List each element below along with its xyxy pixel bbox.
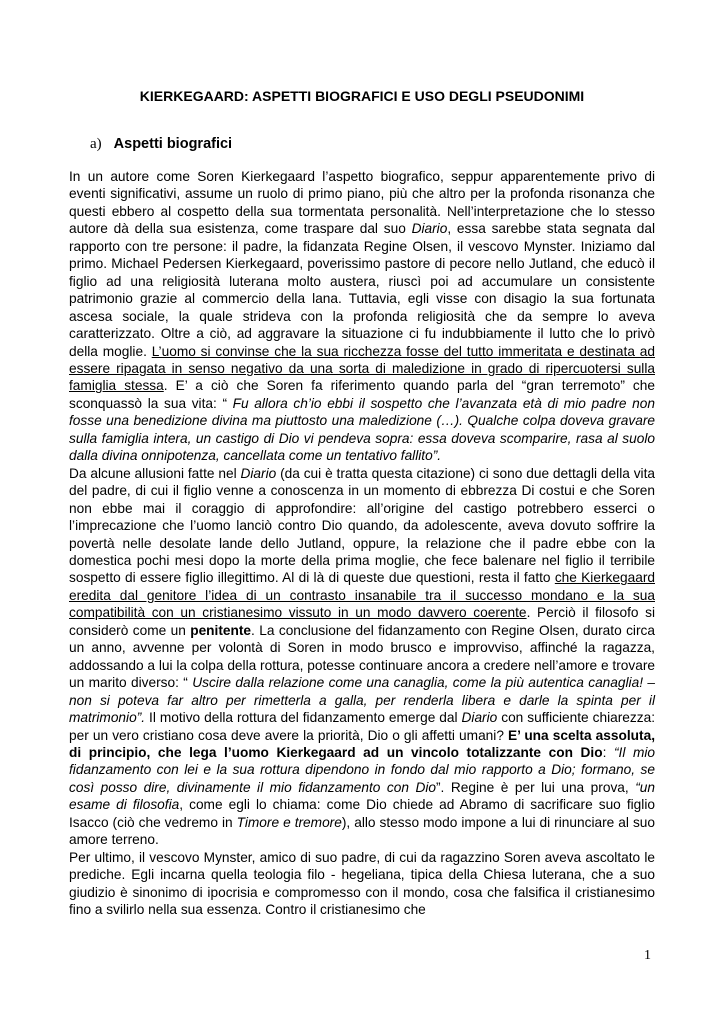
text-run: . Perciò il filosofo si considerò come un (69, 605, 656, 638)
text-run: con sufficiente chiarezza: per un vero cristiano cosa deve avere la priorità, Dio o gli affetti umani? (69, 710, 655, 743)
text-run: : (602, 744, 614, 760)
text-run: ), allo stesso modo impone a lui di rinunciare al suo amore terreno. (69, 814, 656, 848)
text-run: . La conclusione del fidanzamento con Regine Olsen, durato circa un anno, avvenne per volontà di Soren in modo brusco e improvviso, affinché la ragazza, addossando a lui la colpa della rottura, potesse continuare ancora a credere nell’amore e trovare un marito diverso: “ (69, 622, 655, 691)
page-number: 1 (644, 948, 651, 963)
document-title: KIERKEGAARD: ASPETTI BIOGRAFICI E USO DEGLI PSEUDONIMI (139, 88, 585, 104)
paragraph-2 (69, 465, 655, 849)
section-heading (90, 136, 232, 153)
quote-italic: Uscire dalla relazione come una canaglia, come la più autentica canaglia! – non si poteva far altro per rimetterla a galla, per renderla libera e darle la spinta per il matrimonio”. (69, 675, 655, 726)
text-run-bold: E’ una scelta assoluta, di principio, che lega l’uomo Kierkegaard ad un vincolo totalizzante con Dio (69, 727, 655, 760)
text-run: Da alcune allusioni fatte nel (69, 465, 241, 481)
text-run-underlined: che Kierkegaard eredita dal genitore l’idea di un contrasto insanabile tra il successo mondano e la sua compatibilità con un cristianesimo vissuto in un modo davvero coerente (69, 570, 655, 621)
section-title: Aspetti biografici (113, 136, 233, 152)
text-run-italic: Diario (411, 221, 448, 237)
text-run-italic: Diario (461, 710, 498, 726)
text-run: Il motivo della rottura del fidanzamento emerge dal (145, 710, 462, 726)
paragraph-1 (69, 168, 655, 465)
paragraph-3 (69, 849, 655, 919)
text-run: , come egli lo chiama: come Dio chiede ad Abramo di sacrificare suo figlio Isacco (ciò che vedremo in (69, 797, 655, 830)
section-letter: a) (90, 136, 102, 152)
text-run-italic: “un esame di filosofia (69, 779, 656, 813)
text-run: ”. Regine è per lui una prova, (436, 779, 636, 795)
text-run: (da cui è tratta questa citazione) ci sono due dettagli della vita del padre, di cui il figlio venne a conoscenza in un momento di ebbrezza Di costui e che Soren non ebbe mai il coraggio di approfondire: all’origine del castigo potrebbero esserci o l’imprecazione che l’uomo lanciò contro Dio quando, da adolescente, aveva dovuto soffrire la povertà nelle desolate lande dello Jutland, oppure, la relazione che il padre ebbe con la domestica pochi mesi dopo la morte della prima moglie, che fece balenare nel figlio il terribile sospetto di essere figlio illegittimo. Al di là di queste due questioni, resta il fatto (69, 465, 655, 586)
text-run: In un autore come Soren Kierkegaard l’aspetto biografico, seppur apparentemente privo di eventi significativi, assume un ruolo di primo piano, più che altro per la profonda risonanza che questi ebbero al cospetto della sua tormentata personalità. Nell’interpretazione che lo stesso autore dà della sua esistenza, come traspare dal suo (69, 169, 655, 237)
text-run-bold: penitente (190, 622, 252, 638)
body-text (69, 168, 655, 918)
text-run-italic: Diario (240, 465, 277, 481)
text-run: . E’ a ciò che Soren fa riferimento quando parla del “gran terremoto” che sconquassò la sua vita: “ (69, 378, 655, 411)
quote-italic: Fu allora ch’io ebbi il sospetto che l’avanzata età di mio padre non fosse una benedizione divina ma piuttosto una maledizione (…). Qualche colpa doveva gravare sulla famiglia intera, un castigo di Dio vi pendeva sopra: essa doveva scomparire, rasa al suolo dalla divina onnipotenza, cancellata come un tentativo fallito”. (69, 395, 655, 464)
quote-italic: “Il mio fidanzamento con lei e la sua rottura dipendono in fondo dal mio rapporto a Dio; formano, se così posso dire, divinamente il mio fidanzamento con Dio (69, 744, 656, 795)
text-run-underlined: L’uomo si convinse che la sua ricchezza fosse del tutto immeritata e destinata ad essere ripagata in senso negativo da una sorta di maledizione in grado di ripercuotersi sulla famiglia stessa (69, 343, 655, 394)
text-run: , essa sarebbe stata segnata dal rapporto con tre persone: il padre, la fidanzata Regine Olsen, il vescovo Mynster. Iniziamo dal primo. Michael Pedersen Kierkegaard, poverissimo pastore di pecore nello Jutland, che educò il figlio ad una religiosità luterana molto austera, riuscì poi ad accumulare un consistente patrimonio grazie al commercio della lana. Tuttavia, egli visse con disagio la sua fortunata ascesa sociale, la quale strideva con la profonda religiosità che da sempre lo aveva caratterizzato. Oltre a ciò, ad aggravare la situazione ci fu indubbiamente il lutto che lo privò della moglie. (69, 221, 655, 359)
text-run-italic: Timore e tremore (236, 814, 342, 830)
text-run: Per ultimo, il vescovo Mynster, amico di suo padre, di cui da ragazzino Soren aveva ascoltato le prediche. Egli incarna quella teologia filo - hegeliana, tipica della Chiesa luterana, che a suo giudizio è sinonimo di ipocrisia e compromesso con il mondo, cosa che falsifica il cristianesimo fino a svilirlo nella sua essenza. Contro il cristianesimo che (69, 849, 655, 918)
